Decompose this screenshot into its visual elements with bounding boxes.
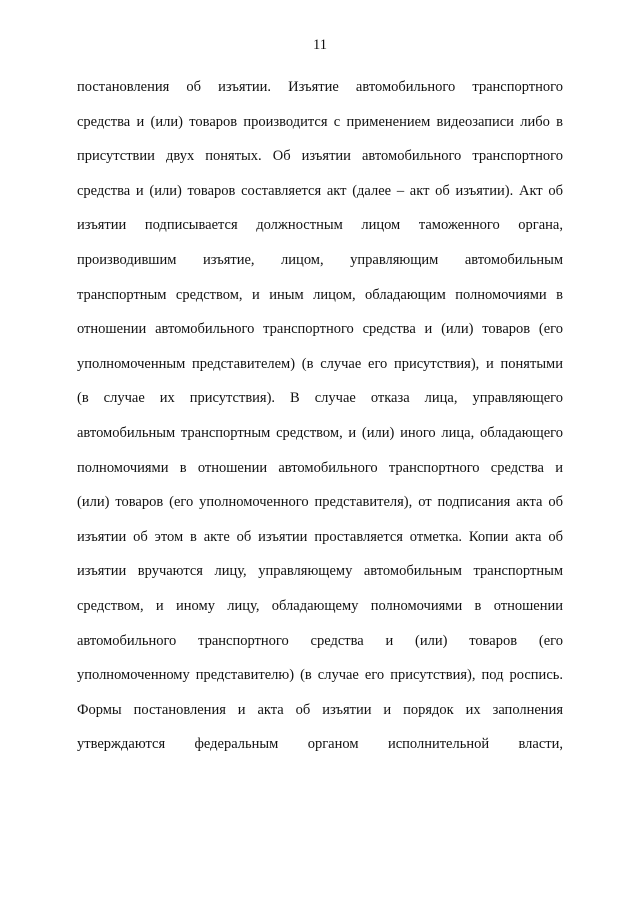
text-line-4: средства и (или) товаров составляется акт (далее – акт об изъятии). Акт об — [77, 182, 563, 199]
text-line-5: изъятии подписывается должностным лицом таможенного органа, — [77, 217, 563, 234]
page-number: 11 — [313, 37, 327, 53]
text-line-1: постановления об изъятии. Изъятие автомобильного транспортного — [77, 79, 563, 95]
text-line-2: средства и (или) товаров производится с применением видеозаписи либо в — [77, 113, 563, 130]
text-line-7: транспортным средством, и иным лицом, обладающим полномочиями в — [77, 286, 563, 303]
text-line-16: средством, и иному лицу, обладающему полномочиями в отношении — [77, 597, 563, 614]
text-line-15: изъятии вручаются лицу, управляющему автомобильным транспортным — [77, 563, 563, 580]
text-line-8: отношении автомобильного транспортного средства и (или) товаров (его — [77, 321, 563, 338]
text-line-6: производившим изъятие, лицом, управляющим автомобильным — [77, 251, 563, 268]
text-line-19: Формы постановления и акта об изъятии и порядок их заполнения — [77, 701, 563, 718]
text-line-9: уполномоченным представителем) (в случае его присутствия), и понятыми — [77, 355, 563, 372]
text-line-20: утверждаются федеральным органом исполнительной власти, — [77, 736, 563, 753]
body-text — [77, 70, 563, 762]
text-line-12: полномочиями в отношении автомобильного транспортного средства и — [77, 459, 563, 476]
text-line-14: изъятии об этом в акте об изъятии проставляется отметка. Копии акта об — [77, 528, 563, 545]
text-line-18: уполномоченному представителю) (в случае его присутствия), под роспись. — [77, 667, 563, 684]
text-line-10: (в случае их присутствия). В случае отказа лица, управляющего — [77, 390, 563, 407]
text-line-13: (или) товаров (его уполномоченного представителя), от подписания акта об — [77, 494, 563, 511]
text-line-17: автомобильного транспортного средства и (или) товаров (его — [77, 632, 563, 649]
text-line-11: автомобильным транспортным средством, и (или) иного лица, обладающего — [77, 424, 563, 441]
text-line-3: присутствии двух понятых. Об изъятии автомобильного транспортного — [77, 148, 563, 165]
